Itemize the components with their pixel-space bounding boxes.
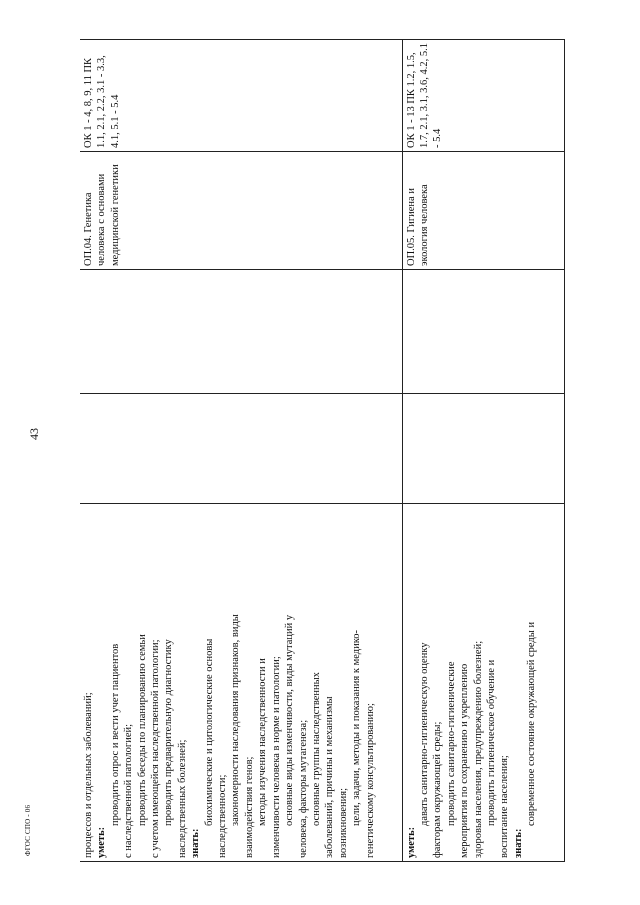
content-line: наследственных болезней; — [176, 739, 188, 858]
content-line: давать санитарно-гигиеническую оценку — [418, 642, 430, 826]
hours-max-cell — [402, 394, 565, 504]
content-line: проводить гигиеническое обучение и — [485, 659, 497, 826]
content-line: процессов и отдельных заболеваний; — [83, 692, 94, 858]
content-line: основные виды изменчивости, виды мутаций у — [284, 614, 296, 826]
footer-document-code: ФГОС СПО - 06 — [24, 804, 32, 856]
hours-max-cell — [80, 394, 402, 504]
table-row — [402, 40, 565, 862]
content-line: методы изучения наследственности и — [257, 658, 269, 826]
content-line: человека, факторы мутагенеза; — [297, 719, 309, 858]
content-line: с учетом имеющейся наследственной патологии; — [150, 639, 162, 858]
content-line: возникновения; — [337, 787, 349, 858]
hours-obligatory-cell — [402, 270, 565, 394]
content-cell — [402, 504, 565, 862]
content-line: уметь: — [96, 826, 108, 858]
discipline-cell: ОП.05. Гигиена и экология человека — [402, 152, 565, 270]
hours-obligatory-cell — [80, 270, 402, 394]
content-line: здоровья населения, предупреждению болезней; — [472, 640, 484, 858]
content-line: генетическому консультированию; — [364, 703, 376, 858]
content-line: заболеваний, причины и механизмы — [324, 696, 336, 858]
content-line: с наследственной патологией; — [123, 723, 135, 858]
discipline-cell: ОП.04. Генетика человека с основами медицинской генетики — [80, 152, 402, 270]
competencies-cell: ОК 1 - 4, 8, 9, 11 ПК 1.1, 2.1, 2.2, 3.1 - 3.3, 4.1, 5.1 - 5.4 — [80, 40, 402, 152]
content-line: уметь: — [405, 826, 417, 858]
content-line: современное состояние окружающей среды и — [526, 621, 538, 826]
table-row — [80, 40, 402, 862]
content-line: взаимодействия генов; — [243, 756, 255, 858]
content-line: мероприятия по сохранению и укреплению — [459, 663, 471, 858]
content-line: проводить санитарно-гигиенические — [445, 661, 457, 826]
content-line: факторам окружающей среды; — [432, 721, 444, 858]
content-line: закономерности наследования признаков, виды — [230, 614, 242, 826]
content-line: знать: — [190, 828, 202, 858]
content-line: воспитание населения; — [499, 755, 511, 858]
competencies-cell: ОК 1 - 13 ПК 1.2, 1.5, 1.7, 2.1, 3.1, 3.6, 4.2, 5.1 - 5.4 — [402, 40, 565, 152]
content-line: знать: — [512, 828, 524, 858]
content-lines — [82, 507, 377, 858]
content-line: биохимические и цитологические основы — [203, 638, 215, 826]
content-lines — [405, 507, 539, 858]
content-line: изменчивости человека в норме и патологии; — [270, 656, 282, 858]
rotated-table-container — [80, 40, 565, 862]
content-cell — [80, 504, 402, 862]
curriculum-table — [80, 39, 565, 862]
content-line: проводить предварительную диагностику — [163, 639, 175, 826]
content-line: цели, задачи, методы и показания к медико- — [351, 629, 363, 826]
content-line: наследственности; — [217, 774, 229, 858]
content-line: проводить опрос и вести учет пациентов — [109, 643, 121, 826]
content-line: проводить беседы по планированию семьи — [136, 634, 148, 826]
content-line: основные группы наследственных — [310, 672, 322, 826]
page-number: 43 — [27, 428, 41, 440]
